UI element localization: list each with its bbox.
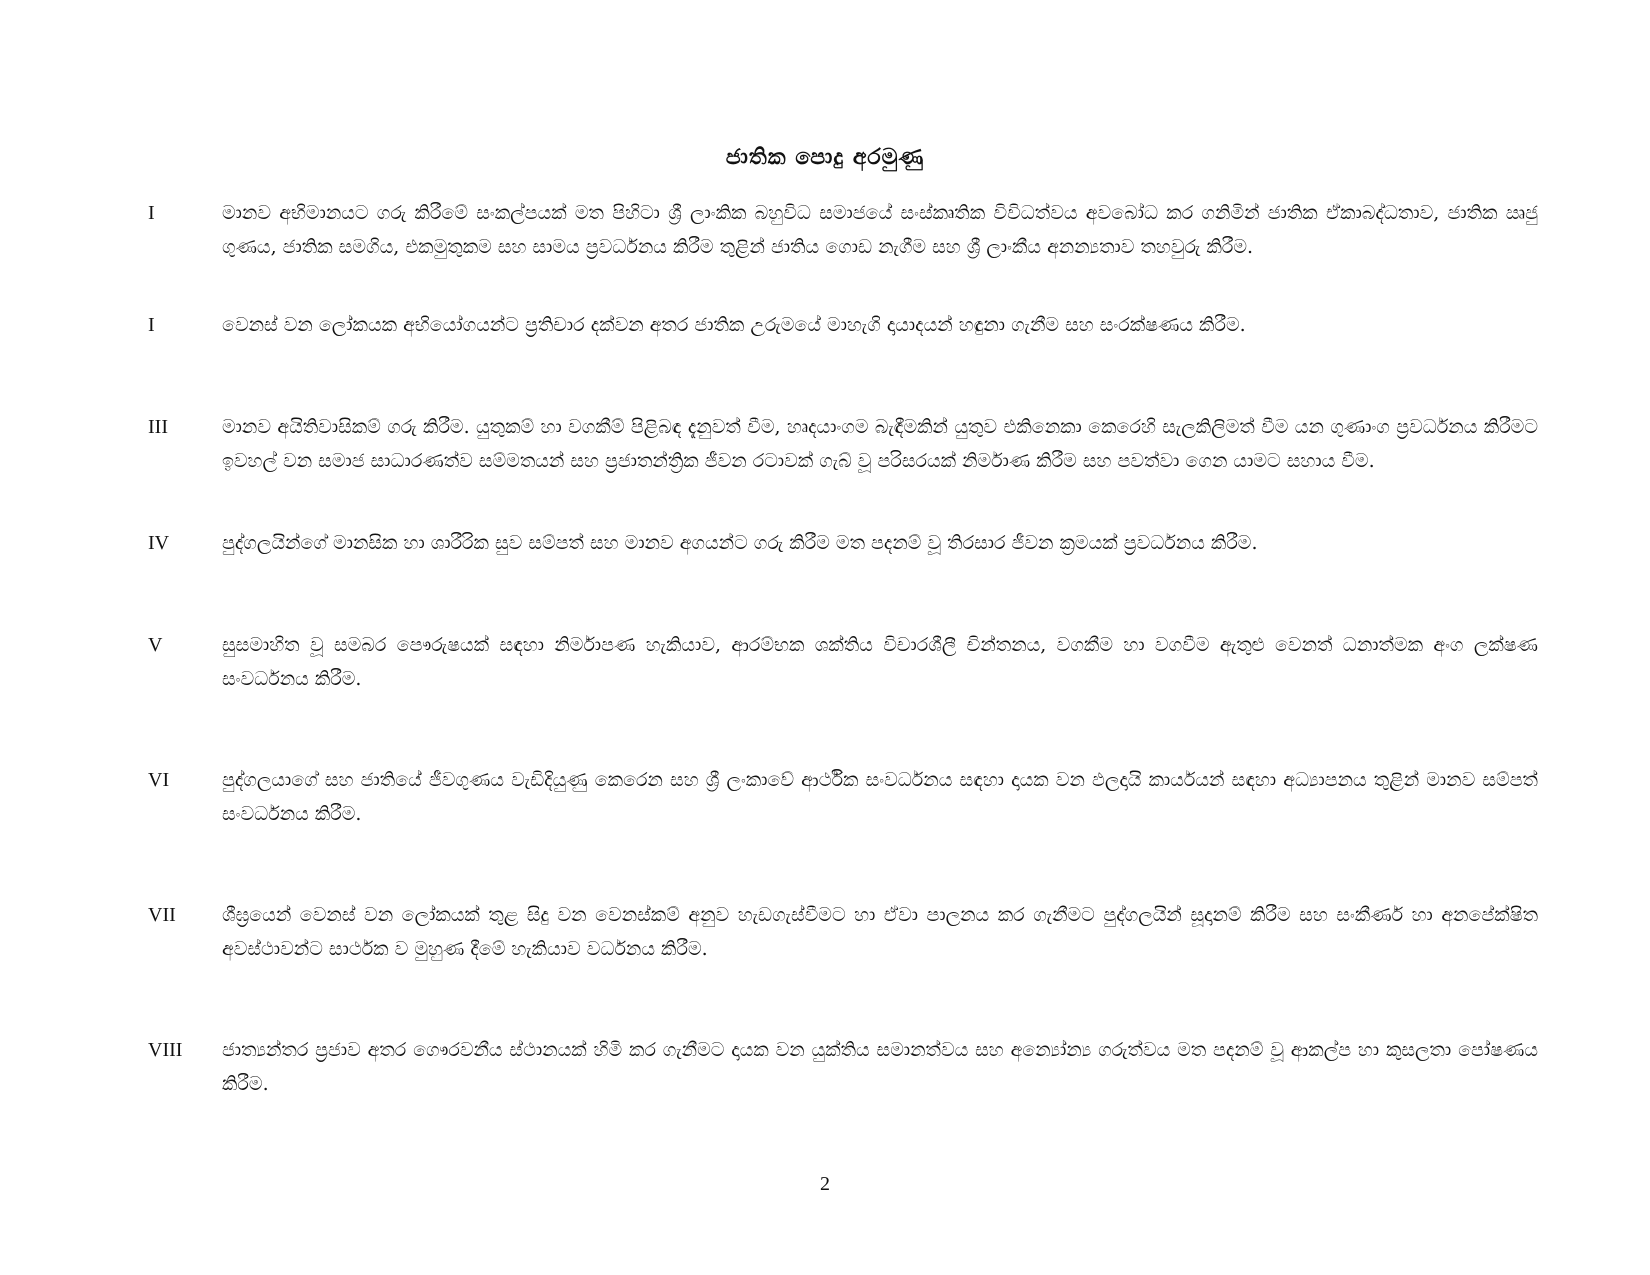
item-numeral: VI: [148, 769, 170, 791]
item-numeral: I: [148, 202, 155, 224]
item-numeral: V: [148, 634, 163, 656]
item-numeral: I: [148, 314, 155, 336]
item-text: වෙනස් වන ලෝකයක අභියෝගයන්ට ප්‍රතිචාර දක්වන අතර ජාතික උරුමයේ මාහැගි දායාදයන් හඳුනා ගැනීම සහ සංරක්ෂණය කිරීම.: [222, 314, 1246, 336]
item-text: ශීඝ්‍රයෙන් වෙනස් වන ලෝකයක් තුළ සිදු වන වෙනස්කම් අනුව හැඩගැස්වීමට හා ඒවා පාලනය කර ගැනීමට පුද්ගලයින් සූදානම් කිරීම සහ සංකීර්ණ හා අනපේක්ෂිත අවස්ථාවන්ට සාර්ථක ව මුහුණ දීමේ හැකියාව වර්ධනය කිරීම.: [222, 904, 1538, 960]
item-numeral: VIII: [148, 1039, 183, 1061]
item-text: පුද්ගලයාගේ සහ ජාතියේ ජීවගුණය වැඩිදියුණු කෙරෙන සහ ශ්‍රී ලංකාවේ ආර්ථික සංවර්ධනය සඳහා දායක වන ඵලදායි කාර්යයන් සඳහා අධ්‍යාපනය තුළින් මානව සම්පත් සංවර්ධනය කිරීම.: [222, 769, 1538, 825]
item-text: ජාත්‍යන්තර ප්‍රජාව අතර ගෞරවනීය ස්ථානයක් හිමි කර ගැනීමට දායක වන යුක්තිය සමානත්වය සහ අන්‍යෝන්‍ය ගරුත්වය මත පදනම් වූ ආකල්ප හා කුසලතා පෝෂණය කිරීම.: [222, 1039, 1538, 1095]
item-numeral: IV: [148, 532, 170, 554]
item-numeral: III: [148, 416, 168, 438]
page-number: 2: [820, 1173, 830, 1195]
item-text: පුද්ගලයින්ගේ මානසික හා ශාරීරික සුව සම්පත් සහ මානව අගයන්ට ගරු කිරීම මත පදනම් වූ තිරසාර ජීවන ක්‍රමයක් ප්‍රවර්ධනය කිරීම.: [222, 532, 1258, 554]
item-numeral: VII: [148, 904, 176, 926]
item-text: මානව අභිමානයට ගරු කිරීමේ සංකල්පයක් මත පිහිටා ශ්‍රී ලාංකික බහුවිධ සමාජයේ සංස්කෘතික විවිධත්වය අවබෝධ කර ගනිමින් ජාතික ඒකාබද්ධතාව, ජාතික ඍජු ගුණය, ජාතික සමගිය, එකමුතුකම සහ සාමය ප්‍රවර්ධනය කිරීම තුළින් ජාතිය ගොඩ නැගීම සහ ශ්‍රී ලාංකීය අනන්‍යතාව තහවුරු කිරීම.: [222, 202, 1538, 258]
item-text: සුසමාහිත වූ සමබර පෞරුෂයක් සඳහා නිර්මාපණ හැකියාව, ආරම්භක ශක්තිය විචාරශීලී චින්තනය, වගකීම හා වගවීම ඇතුළු වෙනත් ධනාත්මක අංග ලක්ෂණ සංවර්ධනය කිරීම.: [222, 634, 1538, 690]
page-title: ජාතික පොදු අරමුණු: [725, 144, 925, 170]
item-text: මානව අයිතිවාසිකම් ගරු කිරීම. යුතුකම් හා වගකීම් පිළිබඳ දැනුවත් වීම, හෘදයාංගම බැඳීමකින් යුතුව එකිනෙකා කෙරෙහි සැලකිලිමත් වීම යන ගුණාංග ප්‍රවර්ධනය කිරීමට ඉවහල් වන සමාජ සාධාරණත්ව සම්මතයන් සහ ප්‍රජාතන්ත්‍රික ජීවන රටාවක් ගැබ් වූ පරිසරයක් නිර්මාණ කිරීම සහ පවත්වා ගෙන යාමට සහාය වීම.: [222, 416, 1538, 472]
